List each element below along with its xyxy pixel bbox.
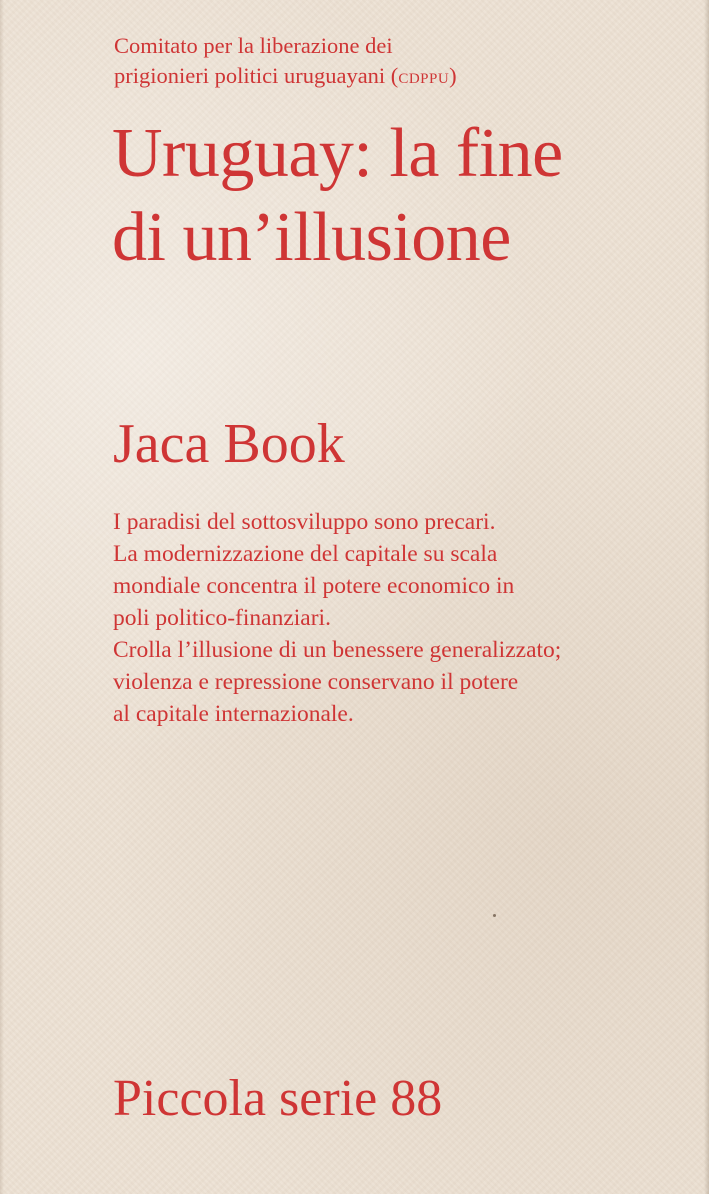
series-label: Piccola serie 88 xyxy=(113,1070,443,1127)
book-title-line-2: di un’illusione xyxy=(112,199,511,276)
committee-line-2 xyxy=(114,61,674,94)
committee-line-1: Comitato per la liberazione dei xyxy=(114,33,393,58)
blurb-line: I paradisi del sottosviluppo sono precari. xyxy=(113,509,496,535)
committee-acronym: CDPPU xyxy=(398,71,450,87)
blurb-line: poli politico-finanziari. xyxy=(113,605,331,631)
blurb-line: mondiale concentra il potere economico in xyxy=(113,573,515,599)
publisher-name: Jaca Book xyxy=(113,413,345,475)
paper-speck xyxy=(493,914,496,917)
committee-name xyxy=(114,31,674,94)
blurb-line: violenza e repressione conservano il potere xyxy=(113,669,519,695)
book-title xyxy=(112,112,709,280)
committee-acronym-close: ) xyxy=(449,63,457,88)
blurb-line: Crolla l’illusione di un benessere generalizzato; xyxy=(113,637,562,663)
committee-line-2-text: prigionieri politici uruguayani ( xyxy=(114,63,399,88)
blurb-line: al capitale internazionale. xyxy=(113,701,354,727)
book-title-line-1: Uruguay: la fine xyxy=(112,115,563,192)
cover-left-edge xyxy=(0,0,4,1194)
blurb-line: La modernizzazione del capitale su scala xyxy=(113,541,498,567)
cover-blurb xyxy=(113,506,683,730)
